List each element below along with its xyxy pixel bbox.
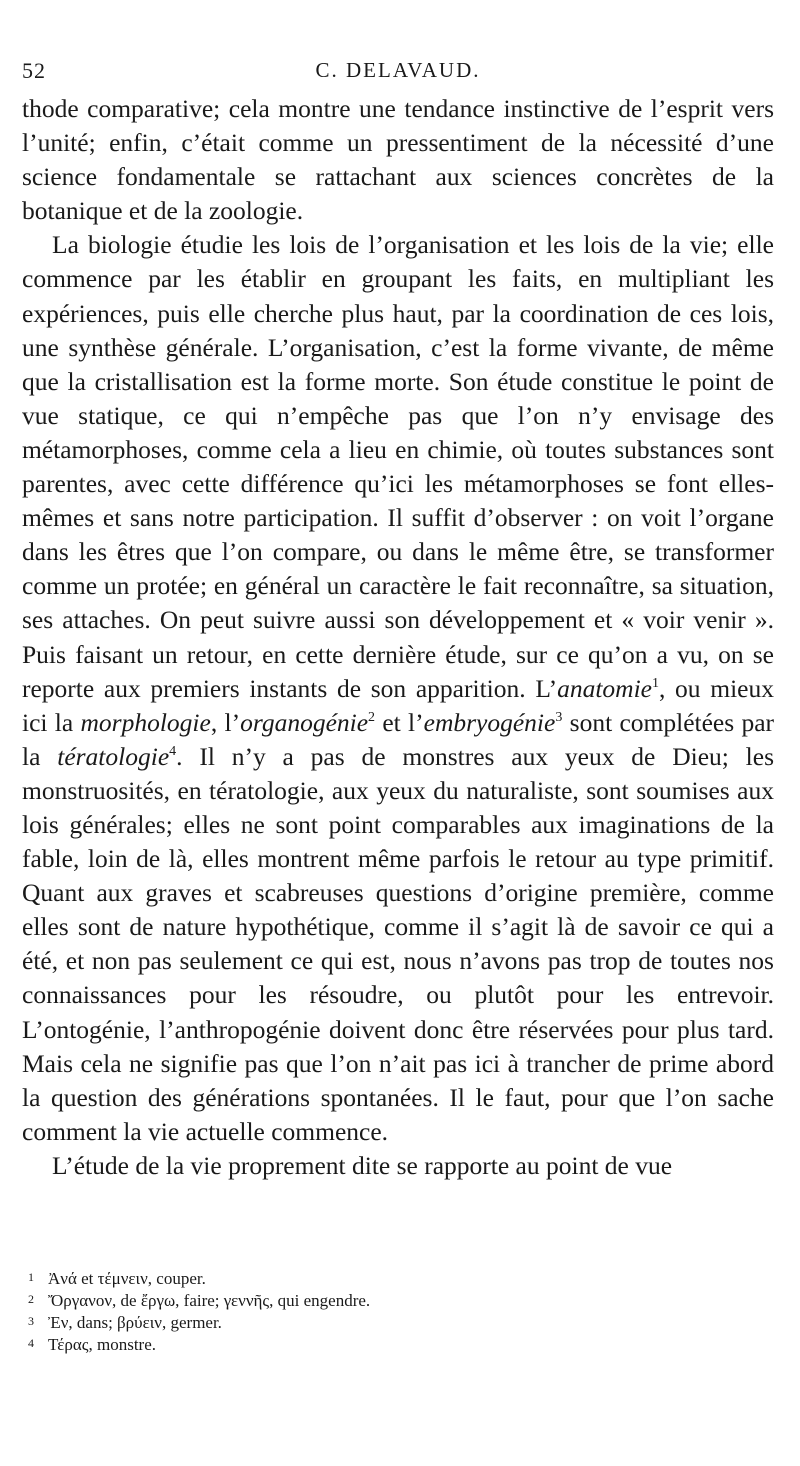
- text-run: L’étude de la vie proprement dite se rapporte au point de vue: [52, 1150, 673, 1180]
- footnote-text: Ὄργανον, de ἔργω, faire; γεννῆς, qui engendre.: [48, 1291, 371, 1310]
- footnote-text: Ἐν, dans; βρύειν, germer.: [48, 1313, 222, 1332]
- footnote-text: Τέρας, monstre.: [48, 1335, 156, 1354]
- footnote-reference: 4: [169, 743, 177, 759]
- text-run: thode comparative; cela montre une tendance instinctive de l’esprit vers l’unité; enfin, c’était comme un pressentiment de la nécessité d’une science fondamentale se rattachant aux sciences concrètes de la botanique et de la zoologie.: [22, 94, 774, 226]
- page-header: [22, 58, 774, 84]
- footnote: [28, 1268, 728, 1290]
- italic-term: morphologie: [80, 707, 211, 737]
- paragraph: [22, 1149, 774, 1183]
- page-number: 52: [22, 58, 46, 83]
- text-run: . Il n’y a pas de monstres aux yeux de Dieu; les monstruosités, en tératologie, aux yeux du naturaliste, sont soumises aux lois générales; elles ne sont point comparables aux imaginations de la fable, loin de là, elles montrent même parfois le retour au type primitif. Quant aux graves et scabreuses questions d’origine première, comme elles sont de nature hypothétique, comme il s’agit là de savoir ce qui a été, et non pas seulement ce qui est, nous n’avons pas trop de toutes nos connaissances pour les résoudre, ou plutôt pour les entrevoir. L’ontogénie, l’anthropogénie doivent donc être réservées pour plus tard. Mais cela ne signifie pas que l’on n’ait pas ici à trancher de prime abord la question des générations spontanées. Il le faut, pour que l’on sache comment la vie actuelle commence.: [22, 741, 774, 1146]
- footnote: [28, 1290, 728, 1312]
- footnote-mark: 1: [28, 1270, 34, 1284]
- body-text: [22, 92, 774, 1183]
- text-run: , ou mieux ici la: [22, 673, 774, 737]
- text-run: La biologie étudie les lois de l’organisation et les lois de la vie; elle commence par les établir en groupant les faits, en multipliant les expériences, puis elle cherche plus haut, par la coordination de ces lois, une synthèse générale. L’organisation, c’est la forme vivante, de même que la cristallisation est la forme morte. Son étude constitue le point de vue statique, ce qui n’empêche pas que l’on n’y envisage des métamorphoses, comme cela a lieu en chimie, où toutes substances sont parentes, avec cette différence qu’ici les métamorphoses se font elles-mêmes et sans notre participation. Il suffit d’observer : on voit l’organe dans les êtres que l’on compare, ou dans le même être, se transformer comme un protée; en général un caractère le fait reconnaître, sa situation, ses attaches. On peut suivre aussi son développement et « voir venir ». Puis faisant un retour, en cette dernière étude, sur ce qu’on a vu, on se reporte aux premiers instants de son apparition.: [22, 230, 774, 703]
- footnotes: [28, 1268, 728, 1356]
- footnote-reference: 3: [555, 709, 563, 725]
- footnote-mark: 2: [28, 1292, 34, 1306]
- running-head: C. DELAVAUD.: [315, 58, 481, 82]
- footnote: [28, 1334, 728, 1356]
- text-run: et l’: [375, 707, 424, 737]
- italic-term: embryogénie: [423, 707, 556, 737]
- italic-term: anatomie: [557, 673, 652, 703]
- text-run: , l’: [210, 707, 241, 737]
- footnote-text: Ἀνά et τέμνειν, couper.: [48, 1269, 206, 1288]
- text-run: sont complétées par la: [22, 707, 775, 771]
- italic-term: organogénie: [240, 707, 369, 737]
- paragraph: [22, 92, 774, 228]
- text-run: L’: [535, 673, 558, 703]
- footnote: [28, 1312, 728, 1334]
- footnote-reference: 1: [651, 675, 659, 691]
- footnote-reference: 2: [368, 709, 376, 725]
- italic-term: tératologie: [57, 741, 170, 771]
- footnote-mark: 3: [28, 1314, 34, 1328]
- paragraph: [22, 228, 774, 1149]
- footnote-mark: 4: [28, 1336, 34, 1350]
